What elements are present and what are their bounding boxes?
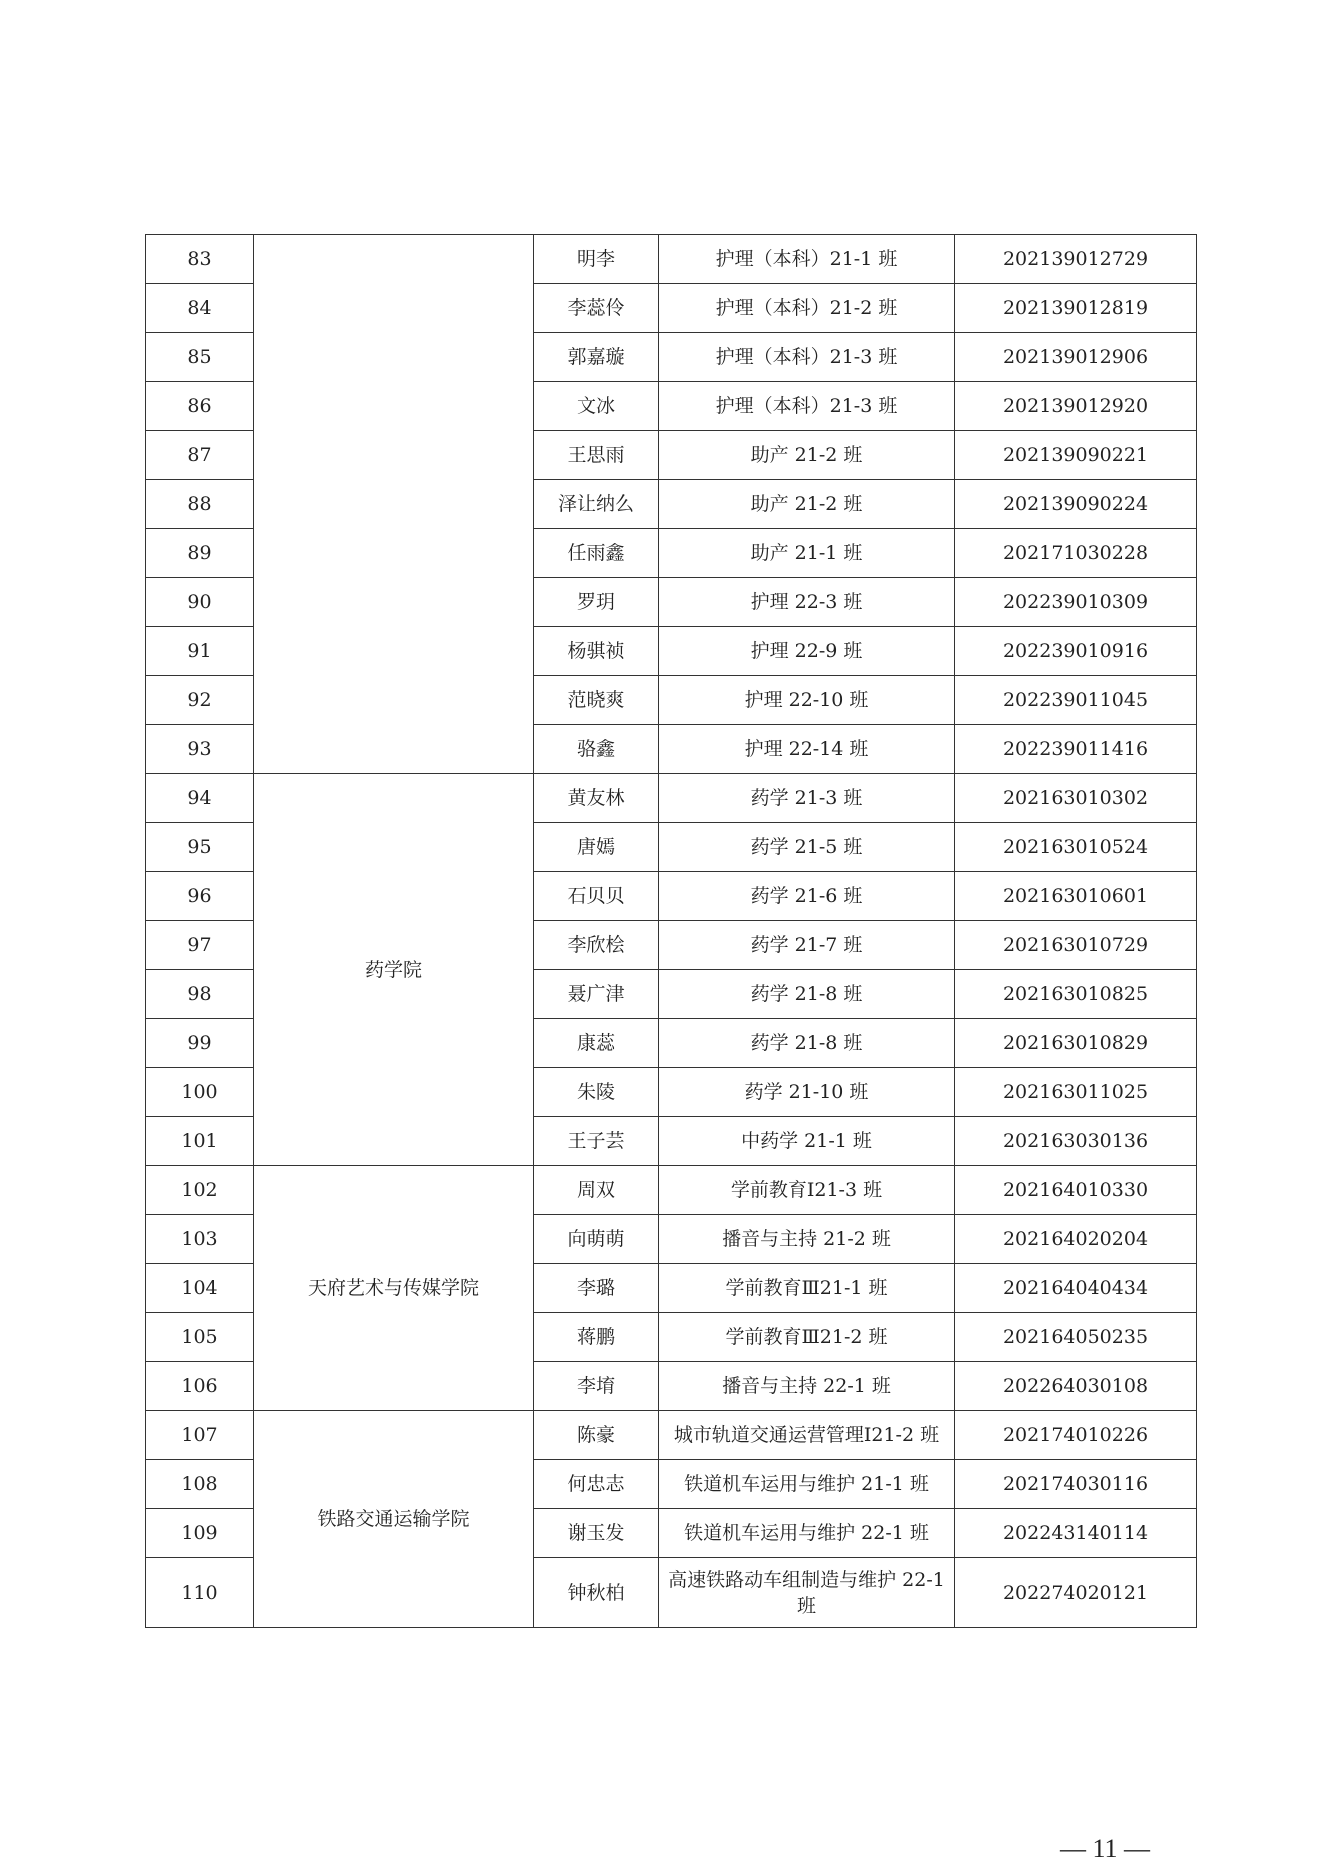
student-id-cell: 202239010916 xyxy=(955,627,1197,676)
class-cell: 护理 22-10 班 xyxy=(659,676,955,725)
student-id-cell: 202164010330 xyxy=(955,1166,1197,1215)
row-number-cell: 97 xyxy=(146,921,254,970)
student-name-cell: 谢玉发 xyxy=(534,1509,659,1558)
student-name-cell: 周双 xyxy=(534,1166,659,1215)
student-name-cell: 聂广津 xyxy=(534,970,659,1019)
row-number-cell: 107 xyxy=(146,1411,254,1460)
class-cell: 护理 22-14 班 xyxy=(659,725,955,774)
student-id-cell: 202239010309 xyxy=(955,578,1197,627)
class-cell: 中药学 21-1 班 xyxy=(659,1117,955,1166)
student-name-cell: 李堉 xyxy=(534,1362,659,1411)
student-name-cell: 骆鑫 xyxy=(534,725,659,774)
student-id-cell: 202139090224 xyxy=(955,480,1197,529)
class-cell: 护理（本科）21-3 班 xyxy=(659,333,955,382)
table-row xyxy=(146,1166,1197,1215)
student-name-cell: 杨骐祯 xyxy=(534,627,659,676)
student-id-cell: 202164020204 xyxy=(955,1215,1197,1264)
student-name-cell: 明李 xyxy=(534,235,659,284)
student-name-cell: 泽让纳么 xyxy=(534,480,659,529)
row-number-cell: 96 xyxy=(146,872,254,921)
row-number-cell: 104 xyxy=(146,1264,254,1313)
class-cell: 药学 21-3 班 xyxy=(659,774,955,823)
student-id-cell: 202163030136 xyxy=(955,1117,1197,1166)
student-id-cell: 202274020121 xyxy=(955,1558,1197,1628)
class-cell: 护理（本科）21-1 班 xyxy=(659,235,955,284)
student-name-cell: 文冰 xyxy=(534,382,659,431)
student-roster-table xyxy=(145,234,1197,1628)
class-cell: 城市轨道交通运营管理Ⅰ21-2 班 xyxy=(659,1411,955,1460)
college-cell: 铁路交通运输学院 xyxy=(254,1411,534,1628)
student-name-cell: 李璐 xyxy=(534,1264,659,1313)
class-cell: 播音与主持 21-2 班 xyxy=(659,1215,955,1264)
class-cell: 药学 21-8 班 xyxy=(659,970,955,1019)
class-cell: 护理（本科）21-2 班 xyxy=(659,284,955,333)
row-number-cell: 86 xyxy=(146,382,254,431)
student-id-cell: 202163010825 xyxy=(955,970,1197,1019)
class-cell: 学前教育Ⅰ21-3 班 xyxy=(659,1166,955,1215)
student-id-cell: 202243140114 xyxy=(955,1509,1197,1558)
college-cell xyxy=(254,235,534,774)
row-number-cell: 85 xyxy=(146,333,254,382)
row-number-cell: 94 xyxy=(146,774,254,823)
row-number-cell: 87 xyxy=(146,431,254,480)
class-cell: 高速铁路动车组制造与维护 22-1 班 xyxy=(659,1558,955,1628)
table-row xyxy=(146,1411,1197,1460)
row-number-cell: 95 xyxy=(146,823,254,872)
class-cell: 铁道机车运用与维护 22-1 班 xyxy=(659,1509,955,1558)
class-cell: 助产 21-1 班 xyxy=(659,529,955,578)
student-id-cell: 202174010226 xyxy=(955,1411,1197,1460)
class-cell: 护理 22-9 班 xyxy=(659,627,955,676)
class-cell: 播音与主持 22-1 班 xyxy=(659,1362,955,1411)
row-number-cell: 83 xyxy=(146,235,254,284)
roster-body xyxy=(146,235,1197,1628)
student-id-cell: 202239011045 xyxy=(955,676,1197,725)
row-number-cell: 100 xyxy=(146,1068,254,1117)
student-id-cell: 202139012729 xyxy=(955,235,1197,284)
student-id-cell: 202163011025 xyxy=(955,1068,1197,1117)
class-cell: 药学 21-5 班 xyxy=(659,823,955,872)
student-name-cell: 任雨鑫 xyxy=(534,529,659,578)
row-number-cell: 105 xyxy=(146,1313,254,1362)
row-number-cell: 92 xyxy=(146,676,254,725)
row-number-cell: 103 xyxy=(146,1215,254,1264)
class-cell: 助产 21-2 班 xyxy=(659,431,955,480)
student-id-cell: 202174030116 xyxy=(955,1460,1197,1509)
row-number-cell: 91 xyxy=(146,627,254,676)
student-name-cell: 向萌萌 xyxy=(534,1215,659,1264)
table-row xyxy=(146,235,1197,284)
student-name-cell: 范晓爽 xyxy=(534,676,659,725)
class-cell: 助产 21-2 班 xyxy=(659,480,955,529)
student-name-cell: 康蕊 xyxy=(534,1019,659,1068)
student-name-cell: 石贝贝 xyxy=(534,872,659,921)
student-id-cell: 202139012920 xyxy=(955,382,1197,431)
row-number-cell: 101 xyxy=(146,1117,254,1166)
student-name-cell: 黄友林 xyxy=(534,774,659,823)
class-cell: 学前教育Ⅲ21-2 班 xyxy=(659,1313,955,1362)
row-number-cell: 110 xyxy=(146,1558,254,1628)
row-number-cell: 88 xyxy=(146,480,254,529)
row-number-cell: 99 xyxy=(146,1019,254,1068)
class-cell: 铁道机车运用与维护 21-1 班 xyxy=(659,1460,955,1509)
student-name-cell: 李欣桧 xyxy=(534,921,659,970)
page-number: — 11 — xyxy=(1060,1834,1151,1863)
row-number-cell: 98 xyxy=(146,970,254,1019)
student-name-cell: 何忠志 xyxy=(534,1460,659,1509)
student-id-cell: 202163010524 xyxy=(955,823,1197,872)
student-id-cell: 202164040434 xyxy=(955,1264,1197,1313)
student-name-cell: 李蕊伶 xyxy=(534,284,659,333)
student-id-cell: 202139012906 xyxy=(955,333,1197,382)
row-number-cell: 89 xyxy=(146,529,254,578)
student-name-cell: 钟秋柏 xyxy=(534,1558,659,1628)
class-cell: 学前教育Ⅲ21-1 班 xyxy=(659,1264,955,1313)
student-name-cell: 王思雨 xyxy=(534,431,659,480)
student-name-cell: 罗玥 xyxy=(534,578,659,627)
student-id-cell: 202163010829 xyxy=(955,1019,1197,1068)
row-number-cell: 102 xyxy=(146,1166,254,1215)
student-id-cell: 202239011416 xyxy=(955,725,1197,774)
student-name-cell: 王子芸 xyxy=(534,1117,659,1166)
student-name-cell: 陈豪 xyxy=(534,1411,659,1460)
class-cell: 药学 21-7 班 xyxy=(659,921,955,970)
college-cell: 药学院 xyxy=(254,774,534,1166)
class-cell: 药学 21-10 班 xyxy=(659,1068,955,1117)
student-name-cell: 郭嘉璇 xyxy=(534,333,659,382)
row-number-cell: 93 xyxy=(146,725,254,774)
student-id-cell: 202139012819 xyxy=(955,284,1197,333)
student-id-cell: 202139090221 xyxy=(955,431,1197,480)
student-id-cell: 202164050235 xyxy=(955,1313,1197,1362)
class-cell: 药学 21-8 班 xyxy=(659,1019,955,1068)
row-number-cell: 84 xyxy=(146,284,254,333)
class-cell: 护理（本科）21-3 班 xyxy=(659,382,955,431)
college-cell: 天府艺术与传媒学院 xyxy=(254,1166,534,1411)
student-id-cell: 202264030108 xyxy=(955,1362,1197,1411)
row-number-cell: 108 xyxy=(146,1460,254,1509)
class-cell: 护理 22-3 班 xyxy=(659,578,955,627)
class-cell: 药学 21-6 班 xyxy=(659,872,955,921)
row-number-cell: 90 xyxy=(146,578,254,627)
table-row xyxy=(146,774,1197,823)
student-id-cell: 202163010729 xyxy=(955,921,1197,970)
student-id-cell: 202163010601 xyxy=(955,872,1197,921)
row-number-cell: 109 xyxy=(146,1509,254,1558)
student-name-cell: 蒋鹏 xyxy=(534,1313,659,1362)
student-id-cell: 202171030228 xyxy=(955,529,1197,578)
student-id-cell: 202163010302 xyxy=(955,774,1197,823)
student-name-cell: 朱陵 xyxy=(534,1068,659,1117)
student-name-cell: 唐嫣 xyxy=(534,823,659,872)
row-number-cell: 106 xyxy=(146,1362,254,1411)
